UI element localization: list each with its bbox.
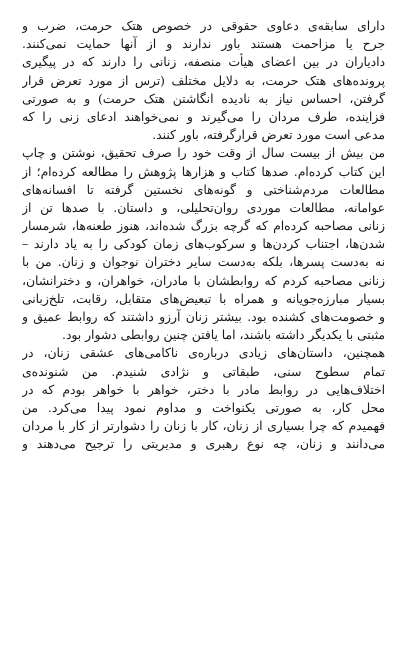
text-line: زنانی مصاحبه کرده‌ام که گرچه بزرگ شده‌اند، هنوز طعنه‌ها، شرمسار bbox=[22, 219, 385, 234]
text-line: من بیش از بیست سال از وقت خود را صرف تحقیق، نوشتن و چاپ bbox=[22, 146, 385, 161]
text-line: دادیاران در بین اعضای هیأت منصفه، زنانی را دارند که در پیگیری bbox=[22, 55, 385, 70]
text-line: می‌دانند و زنان، چه نوع رهبری و مدیریتی را ترجیح می‌دهند و bbox=[22, 437, 385, 452]
text-line: دارای سابقه‌ی دعاوی حقوقی در خصوص هتک حرمت، ضرب و bbox=[22, 19, 385, 33]
text-line: تمام سطوح سنی، طبقاتی و نژادی شنیدم. من شنونده‌ی bbox=[22, 364, 385, 379]
text-line: این کتاب کرده‌ام. صدها کتاب و هزارها پژوهش را مطالعه کرده‌ام؛ از bbox=[22, 164, 385, 179]
text-line: محل کار، به صورتی یکنواخت و مداوم نمود پیدا می‌کرد. من bbox=[22, 400, 385, 415]
text-line: پرونده‌های هتک حرمت، به دلایل مختلف (ترس از مورد تعرض قرار bbox=[22, 73, 385, 88]
text-line: همچنین، داستان‌های زیادی درباره‌ی ناکامی‌های عشقی زنان، در bbox=[22, 346, 385, 361]
text-line: نه به‌دست پسرها، بلکه به‌دست سایر دختران نوجوان و زنان. من با bbox=[22, 255, 385, 270]
text-line: اختلاف‌هایی در روابط مادر با دختر، خواهر با خواهر بودم که در bbox=[22, 382, 385, 397]
text-line: بسیار مبارزه‌جویانه و همراه با تبعیض‌های متقابل، رقابت، تلخ‌زبانی bbox=[22, 291, 385, 306]
text-line: فهمیدم که چرا بسیاری از زنان، کار با زنان را دشوارتر از کار با مردان bbox=[22, 419, 385, 434]
text-line: عوامانه، مطالعات موردی روان‌تحلیلی، و داستان. با صدها تن از bbox=[22, 200, 385, 215]
text-line: گرفتن، احساس نیاز به نادیده انگاشتن هتک حرمت) و به صورتی bbox=[22, 91, 385, 106]
text-line: جرح یا مزاحمت هستند باور ندارند و از آنها حمایت نمی‌کنند. bbox=[22, 37, 385, 52]
text-line: مثبتی با یکدیگر داشته باشند، اما یافتن چنین روابطی دشوار بود. bbox=[62, 328, 385, 343]
text-line: فزاینده، طرف مردان را می‌گیرند و نمی‌خواهند ادعای زنی را که bbox=[22, 109, 385, 124]
text-line: مدعی است مورد تعرض قرارگرفته، باور کنند. bbox=[152, 128, 385, 143]
text-line: مطالعات مردم‌شناختی و گونه‌های نخستین گرفته تا افسانه‌های bbox=[22, 182, 385, 197]
text-line: و خصومت‌های کشنده بود. بیشتر زنان آرزو داشتند که روابط عمیق و bbox=[22, 310, 385, 324]
body-text bbox=[22, 17, 385, 454]
text-line: زنانی مصاحبه کردم که روابطشان با مادران، خواهران، و دخترانشان، bbox=[22, 273, 385, 288]
text-line: شدن‌ها، اجتناب کردن‌ها و سرکوب‌های زمان کودکی را به یاد دارند – bbox=[22, 237, 385, 252]
